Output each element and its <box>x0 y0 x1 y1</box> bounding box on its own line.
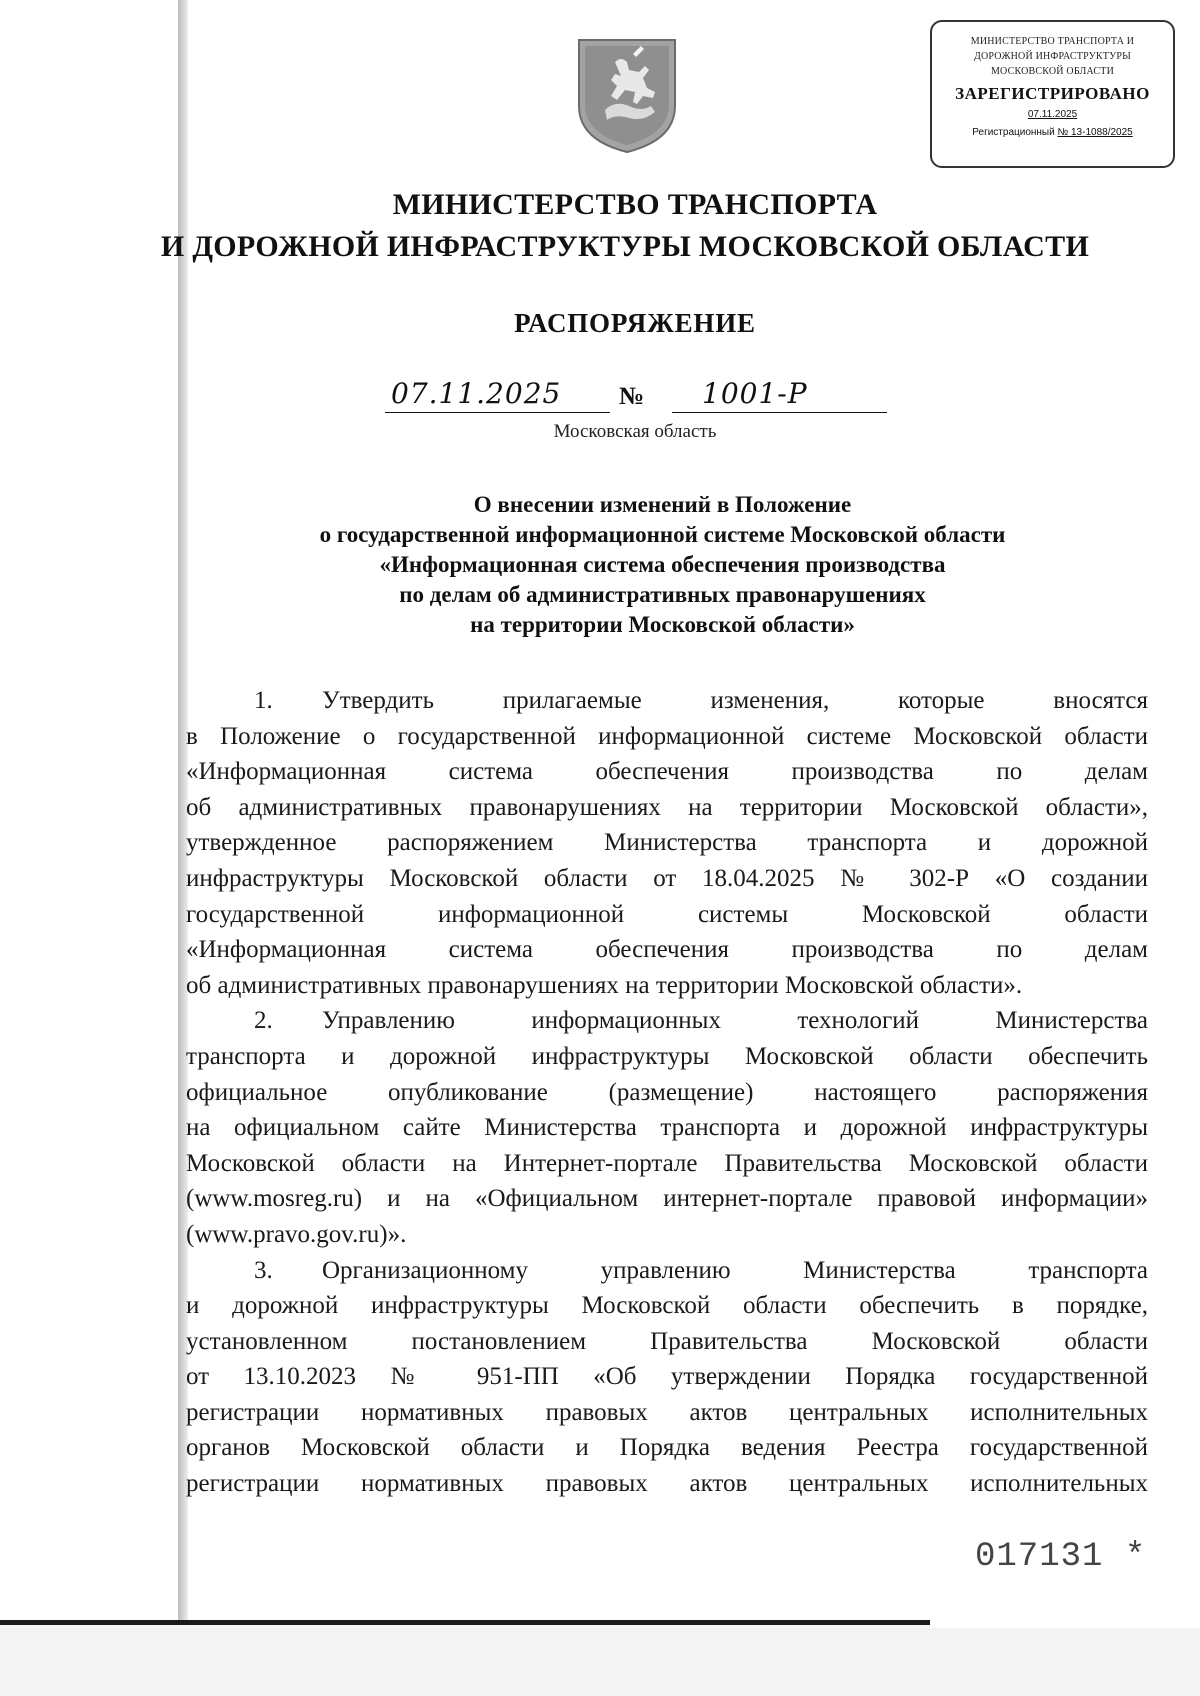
document-type: РАСПОРЯЖЕНИЕ <box>514 308 756 338</box>
number-sign: № <box>619 383 645 410</box>
paragraph-line: от 13.10.2023 № 951-ПП «Об утверждении Порядка государственной <box>186 1363 1148 1391</box>
stamp-org-line: МИНИСТЕРСТВО ТРАНСПОРТА И <box>970 36 1135 47</box>
handwritten-date: 07.11.2025 <box>391 377 562 410</box>
stamp-registration-number <box>932 125 1173 141</box>
paragraph-line: и дорожной инфраструктуры Московской области обеспечить в порядке, <box>186 1292 1148 1320</box>
paragraph-line: регистрации нормативных правовых актов центральных исполнительных <box>186 1398 1148 1426</box>
paragraph-line <box>186 683 1148 719</box>
subject-line: по делам об административных правонарушениях <box>399 582 926 607</box>
paragraph-line: транспорта и дорожной инфраструктуры Московской области обеспечить <box>186 1042 1148 1070</box>
paragraph-number: 1. <box>254 687 273 714</box>
paragraph-line <box>186 1253 1148 1289</box>
subject-line: о государственной информационной системе Московской области <box>319 522 1006 547</box>
paragraph-line: об административных правонарушениях на территории Московской области», <box>186 793 1148 821</box>
paragraph-number: 2. <box>254 1007 273 1035</box>
scan-page-edge-gap <box>930 1618 1200 1628</box>
paragraph-text: Утвердить прилагаемые изменения, которые вносятся <box>322 687 1148 714</box>
paragraph-line: на официальном сайте Министерства транспорта и дорожной инфраструктуры <box>186 1114 1148 1142</box>
stamp-reg-label: Регистрационный <box>972 127 1058 138</box>
paragraph-line: в Положение о государственной информационной системе Московской области <box>186 722 1148 750</box>
stamp-date: 07.11.2025 <box>1027 109 1078 120</box>
handwritten-number: 1001-Р <box>702 377 808 410</box>
number-field <box>672 378 887 413</box>
paragraph-line: Московской области на Интернет-портале Правительства Московской области <box>186 1149 1148 1177</box>
page-serial-code: 017131 * <box>975 1538 1147 1576</box>
stamp-organization <box>953 34 1153 79</box>
scan-margin <box>0 1625 1200 1696</box>
paragraph-line: об административных правонарушениях на территории Московской области». <box>186 971 1023 999</box>
place-of-issue: Московская область <box>553 421 717 442</box>
paragraph-line: инфраструктуры Московской области от 18.04.2025 № 302-Р «О создании <box>186 864 1148 892</box>
paragraph-2 <box>186 1003 1148 1252</box>
paragraph-line: «Информационная система обеспечения производства по делам <box>186 758 1148 786</box>
paragraph-line: регистрации нормативных правовых актов центральных исполнительных <box>186 1470 1148 1498</box>
paragraph-line: органов Московской области и Порядка ведения Реестра государственной <box>186 1434 1148 1462</box>
subject-line: О внесении изменений в Положение <box>473 492 852 517</box>
paragraph-line: (www.pravo.gov.ru)». <box>186 1220 407 1248</box>
paragraph-line: (www.mosreg.ru) и на «Официальном интернет-портале правовой информации» <box>186 1185 1148 1213</box>
paragraph-number: 3. <box>254 1256 273 1284</box>
registration-stamp <box>930 20 1175 168</box>
date-field <box>385 378 610 413</box>
paragraph-text: Управлению информационных технологий Министерства <box>322 1007 1148 1035</box>
subject-line: на территории Московской области» <box>470 612 855 637</box>
paragraph-line: установленном постановлением Правительства Московской области <box>186 1327 1148 1355</box>
ministry-title-line-1: МИНИСТЕРСТВО ТРАНСПОРТА <box>392 188 878 221</box>
stamp-org-line: МОСКОВСКОЙ ОБЛАСТИ <box>990 66 1115 77</box>
paragraph-3 <box>186 1253 1148 1502</box>
paragraph-line: официальное опубликование (размещение) настоящего распоряжения <box>186 1078 1148 1106</box>
paragraph-text: Организационному управлению Министерства транспорта <box>322 1256 1148 1284</box>
ministry-title-line-2: И ДОРОЖНОЙ ИНФРАСТРУКТУРЫ МОСКОВСКОЙ ОБЛАСТИ <box>160 230 1090 263</box>
paragraph-line: государственной информационной системы Московской области <box>186 900 1148 928</box>
stamp-reg-value: № 13-1088/2025 <box>1057 127 1133 138</box>
paragraph-line: «Информационная система обеспечения производства по делам <box>186 936 1148 964</box>
coat-of-arms-icon <box>575 36 679 154</box>
stamp-status: ЗАРЕГИСТРИРОВАНО <box>955 84 1150 103</box>
paragraph-line: утвержденное распоряжением Министерства транспорта и дорожной <box>186 829 1148 857</box>
paragraph-line <box>186 1003 1148 1039</box>
paragraph-1 <box>186 683 1148 1003</box>
subject-line: «Информационная система обеспечения производства <box>379 552 946 577</box>
stamp-org-line: ДОРОЖНОЙ ИНФРАСТРУКТУРЫ <box>973 51 1132 62</box>
document-body <box>186 683 1148 1502</box>
document-subject <box>0 490 1200 640</box>
